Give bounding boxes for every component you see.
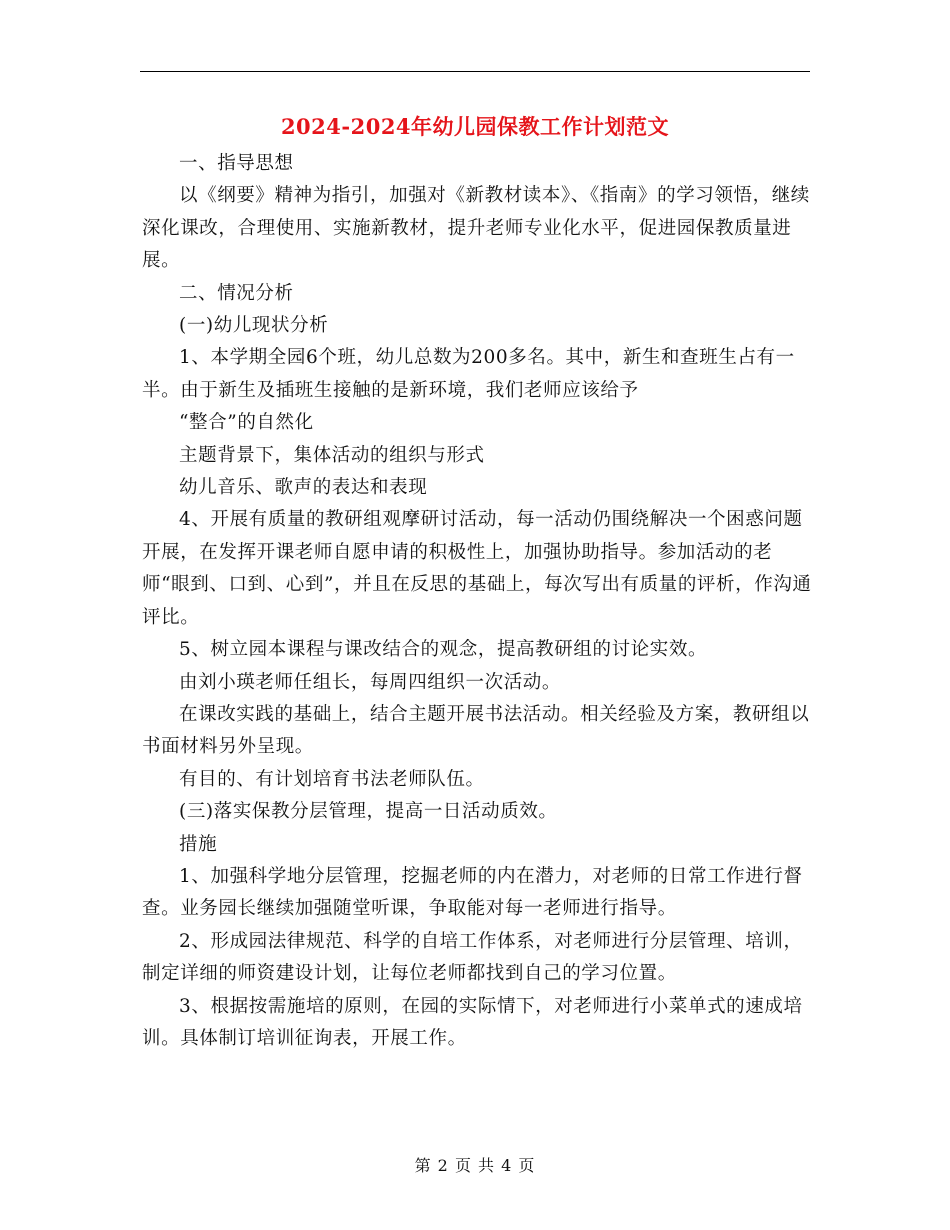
section-heading-guiding-thought: 一、指导思想: [179, 153, 294, 174]
paragraph: 由刘小瑛老师任组长，每周四组织一次活动。: [179, 671, 562, 693]
paragraph: 4、开展有质量的教研组观摩研讨活动，每一活动仍围绕解决一个困惑问题开展，在发挥开课老师自愿申请的积极性上，加强协助指导。参加活动的老师“眼到、口到、心到”，并且在反思的基础上，每次写出有质量的评析，作沟通评比。: [142, 509, 812, 628]
paragraph: 3、根据按需施培的原则，在园的实际情下，对老师进行小菜单式的速成培训。具体制订培训征询表，开展工作。: [142, 995, 803, 1049]
paragraph: 1、加强科学地分层管理，挖掘老师的内在潜力，对老师的日常工作进行督查。业务园长继续加强随堂听课，争取能对每一老师进行指导。: [142, 865, 803, 920]
paragraph: 1、本学期全园6个班，幼儿总数为200多名。其中，新生和查班生占有一半。由于新生及插班生接触的是新环境，我们老师应该给予: [142, 347, 795, 401]
document-body: [142, 148, 812, 1055]
paragraph: 5、树立园本课程与课改结合的观念，提高教研组的讨论实效。: [179, 639, 708, 661]
page-number-footer: 第 2 页 共 4 页: [414, 1156, 536, 1175]
subsection-heading: 措施: [179, 833, 218, 855]
paragraph: “整合”的自然化: [179, 412, 314, 434]
paragraph: 有目的、有计划培育书法老师队伍。: [179, 768, 485, 790]
document-title: 2024-2024年幼儿园保教工作计划范文: [280, 114, 670, 139]
subsection-heading: (三)落实保教分层管理，提高一日活动质效。: [179, 801, 558, 823]
paragraph: 在课改实践的基础上，结合主题开展书法活动。相关经验及方案，教研组以书面材料另外呈现。: [142, 703, 810, 758]
paragraph: 2、形成园法律规范、科学的自培工作体系，对老师进行分层管理、培训，制定详细的师资建设计划，让每位老师都找到自己的学习位置。: [142, 930, 803, 985]
paragraph: 幼儿音乐、歌声的表达和表现: [179, 477, 428, 499]
paragraph: 主题背景下，集体活动的组织与形式: [179, 444, 485, 466]
paragraph: 以《纲要》精神为指引，加强对《新教材读本》、《指南》的学习领悟，继续深化课改，合理使用、实施新教材，提升老师专业化水平，促进园保教质量进展。: [142, 185, 810, 272]
header-rule: [140, 71, 810, 72]
section-heading-situation-analysis: 二、情况分析: [179, 282, 294, 304]
subsection-heading: (一)幼儿现状分析: [179, 315, 329, 337]
